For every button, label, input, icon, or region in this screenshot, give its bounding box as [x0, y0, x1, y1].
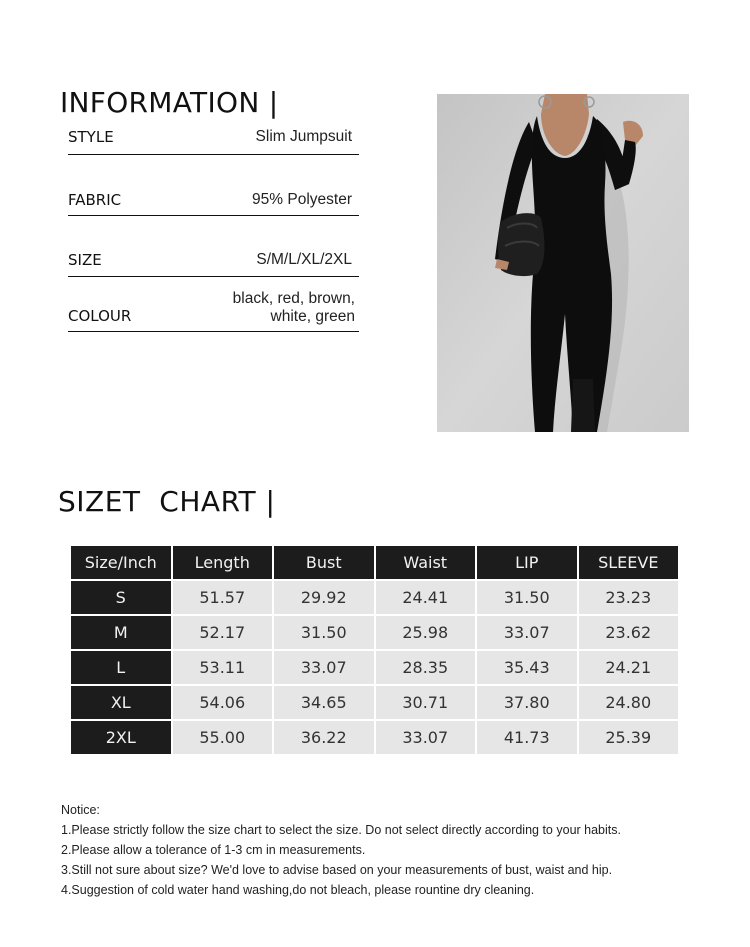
- table-row: [71, 721, 680, 756]
- info-value: 95% Polyester: [252, 191, 352, 208]
- bust-cell: 33.07: [274, 651, 376, 686]
- info-label: STYLE: [68, 128, 114, 146]
- info-label: SIZE: [68, 251, 102, 269]
- length-cell: 52.17: [173, 616, 275, 651]
- lip-cell: 37.80: [477, 686, 579, 721]
- lip-cell: 35.43: [477, 651, 579, 686]
- info-value: Slim Jumpsuit: [255, 128, 352, 145]
- size-cell: 2XL: [71, 721, 173, 756]
- length-cell: 51.57: [173, 581, 275, 616]
- bust-cell: 36.22: [274, 721, 376, 756]
- size-chart-table: [71, 546, 680, 756]
- bust-cell: 29.92: [274, 581, 376, 616]
- size-cell: S: [71, 581, 173, 616]
- info-value-line1: black, red, brown,: [232, 290, 355, 307]
- information-heading: INFORMATION |: [60, 86, 279, 119]
- product-photo: [437, 94, 689, 432]
- info-row-style: [68, 120, 359, 155]
- header-waist: Waist: [376, 546, 478, 581]
- header-length: Length: [173, 546, 275, 581]
- info-row-size: [68, 216, 359, 277]
- sleeve-cell: 24.80: [579, 686, 681, 721]
- waist-cell: 30.71: [376, 686, 478, 721]
- notice-item: 1.Please strictly follow the size chart to select the size. Do not select directly according to your habits.: [61, 823, 621, 837]
- header-sleeve: SLEEVE: [579, 546, 681, 581]
- sleeve-cell: 23.23: [579, 581, 681, 616]
- sleeve-cell: 24.21: [579, 651, 681, 686]
- waist-cell: 33.07: [376, 721, 478, 756]
- size-cell: M: [71, 616, 173, 651]
- sleeve-cell: 25.39: [579, 721, 681, 756]
- info-row-colour: [68, 277, 359, 332]
- info-value: S/M/L/XL/2XL: [256, 251, 352, 268]
- header-lip: LIP: [477, 546, 579, 581]
- notice-heading: Notice:: [61, 803, 100, 817]
- table-header-row: [71, 546, 680, 581]
- waist-cell: 25.98: [376, 616, 478, 651]
- bust-cell: 34.65: [274, 686, 376, 721]
- info-label: COLOUR: [68, 307, 132, 325]
- waist-cell: 28.35: [376, 651, 478, 686]
- information-table: [68, 120, 359, 332]
- notice-block: [61, 800, 621, 900]
- notice-item: 3.Still not sure about size? We'd love to advise based on your measurements of bust, waist and hip.: [61, 863, 613, 877]
- lip-cell: 41.73: [477, 721, 579, 756]
- sleeve-cell: 23.62: [579, 616, 681, 651]
- lip-cell: 33.07: [477, 616, 579, 651]
- header-size: Size/Inch: [71, 546, 173, 581]
- model-in-jumpsuit-illustration: [437, 94, 689, 432]
- table-row: [71, 651, 680, 686]
- notice-item: 2.Please allow a tolerance of 1-3 cm in measurements.: [61, 843, 366, 857]
- table-row: [71, 581, 680, 616]
- length-cell: 54.06: [173, 686, 275, 721]
- size-cell: L: [71, 651, 173, 686]
- bust-cell: 31.50: [274, 616, 376, 651]
- lip-cell: 31.50: [477, 581, 579, 616]
- table-row: [71, 616, 680, 651]
- length-cell: 53.11: [173, 651, 275, 686]
- header-bust: Bust: [274, 546, 376, 581]
- info-value-line2: white, green: [270, 308, 355, 325]
- table-row: [71, 686, 680, 721]
- length-cell: 55.00: [173, 721, 275, 756]
- info-row-fabric: [68, 155, 359, 216]
- notice-item: 4.Suggestion of cold water hand washing,do not bleach, please rountine dry cleaning.: [61, 883, 535, 897]
- waist-cell: 24.41: [376, 581, 478, 616]
- size-chart-heading: SIZET CHART |: [58, 485, 276, 518]
- info-label: FABRIC: [68, 191, 122, 209]
- size-cell: XL: [71, 686, 173, 721]
